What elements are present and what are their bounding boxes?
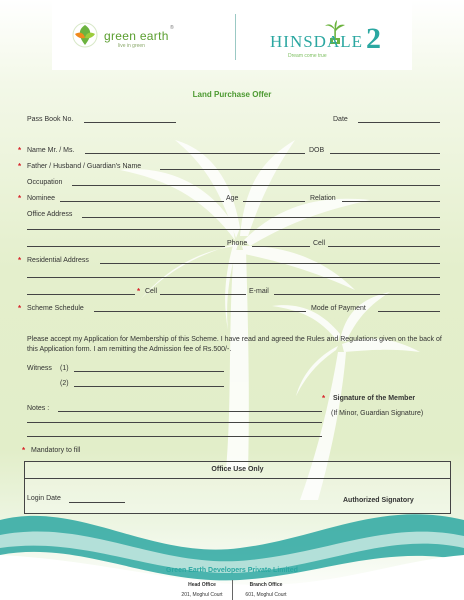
phone-field[interactable] <box>252 246 310 247</box>
date-label: Date <box>333 116 348 123</box>
hinsdale-number: 2 <box>366 22 381 55</box>
residential-address-line-3[interactable] <box>27 294 135 295</box>
notes-line-2[interactable] <box>27 422 322 423</box>
office-address-field[interactable] <box>82 217 440 218</box>
required-marker: * <box>18 162 22 171</box>
head-office-address: 201, Moghul Court <box>181 592 223 598</box>
required-marker: * <box>18 304 22 313</box>
witness-2-label: (2) <box>60 380 69 387</box>
hinsdale-word: HINSDALE <box>270 32 363 51</box>
scheme-schedule-label: Scheme Schedule <box>27 305 84 312</box>
name-field[interactable] <box>85 153 305 154</box>
required-marker: * <box>137 287 141 296</box>
login-date-field[interactable] <box>69 502 125 503</box>
required-marker: * <box>322 394 326 403</box>
branch-office-title: Branch Office <box>249 582 283 588</box>
witness-1-label: (1) <box>60 365 69 372</box>
cell-field[interactable] <box>328 246 440 247</box>
notes-field[interactable] <box>58 411 322 412</box>
age-label: Age <box>226 195 239 202</box>
green-earth-logo <box>72 22 182 54</box>
residential-address-line-2[interactable] <box>27 277 440 278</box>
email-label: E-mail <box>249 288 269 295</box>
leaf-icon <box>72 22 98 48</box>
residential-address-label: Residential Address <box>27 257 89 264</box>
header-divider <box>235 14 236 60</box>
required-marker: * <box>22 446 26 455</box>
hinsdale-logo <box>270 20 390 64</box>
office-use-box <box>24 461 451 514</box>
cell-2-label: Cell <box>145 288 158 295</box>
mode-of-payment-field[interactable] <box>378 311 440 312</box>
witness-1-field[interactable] <box>74 371 224 372</box>
occupation-label: Occupation <box>27 179 63 186</box>
pass-book-label: Pass Book No. <box>27 116 74 123</box>
nominee-field[interactable] <box>60 201 224 202</box>
phone-label: Phone <box>227 240 248 247</box>
office-use-title: Office Use Only <box>211 466 264 473</box>
hinsdale-tagline: Dream come true <box>288 53 327 59</box>
required-marker: * <box>18 256 22 265</box>
dob-field[interactable] <box>330 153 440 154</box>
notes-label: Notes : <box>27 405 50 412</box>
green-earth-tagline: live in green <box>118 43 145 49</box>
login-date-label: Login Date <box>27 495 61 502</box>
authorized-signatory-label: Authorized Signatory <box>343 497 414 504</box>
green-earth-name: green earth <box>104 29 169 43</box>
office-use-divider <box>25 478 450 479</box>
cell-label: Cell <box>313 240 326 247</box>
relation-field[interactable] <box>342 201 440 202</box>
registered-mark: ® <box>170 25 174 31</box>
dob-label: DOB <box>309 147 325 154</box>
notes-line-3[interactable] <box>27 436 322 437</box>
age-field[interactable] <box>243 201 305 202</box>
nominee-label: Nominee <box>27 195 56 202</box>
scheme-schedule-field[interactable] <box>94 311 306 312</box>
father-field[interactable] <box>160 169 440 170</box>
witness-label: Witness <box>27 365 52 372</box>
date-field[interactable] <box>358 122 440 123</box>
signature-member-label: Signature of the Member <box>333 395 416 402</box>
mode-of-payment-label: Mode of Payment <box>311 305 366 312</box>
witness-2-field[interactable] <box>74 386 224 387</box>
mandatory-note: Mandatory to fill <box>31 447 81 454</box>
required-marker: * <box>18 194 22 203</box>
office-address-line-3[interactable] <box>27 246 225 247</box>
cell-2-field[interactable] <box>160 294 246 295</box>
footer-divider <box>232 580 233 600</box>
required-marker: * <box>18 146 22 155</box>
name-label: Name Mr. / Ms. <box>27 147 75 154</box>
father-label: Father / Husband / Guardian's Name <box>27 163 142 170</box>
head-office-title: Head Office <box>188 582 216 588</box>
footer-company-name: Green Earth Developers Private Limited <box>166 567 298 574</box>
office-address-line-2[interactable] <box>27 229 440 230</box>
email-field[interactable] <box>274 294 440 295</box>
form-title: Land Purchase Offer <box>192 90 272 99</box>
office-address-label: Office Address <box>27 211 73 218</box>
pass-book-field[interactable] <box>84 122 176 123</box>
branch-office-address: 601, Moghul Court <box>245 592 287 598</box>
residential-address-field[interactable] <box>100 263 440 264</box>
header-banner <box>52 0 412 70</box>
relation-label: Relation <box>310 195 336 202</box>
declaration-text: Please accept my Application for Membership of this Scheme. I have read and agreed the Rules and Regulations given on the back of this Application form. I am remitting the Admission fee of Rs.500/-. <box>27 336 442 353</box>
occupation-field[interactable] <box>72 185 440 186</box>
signature-minor-label: (If Minor, Guardian Signature) <box>331 410 424 417</box>
